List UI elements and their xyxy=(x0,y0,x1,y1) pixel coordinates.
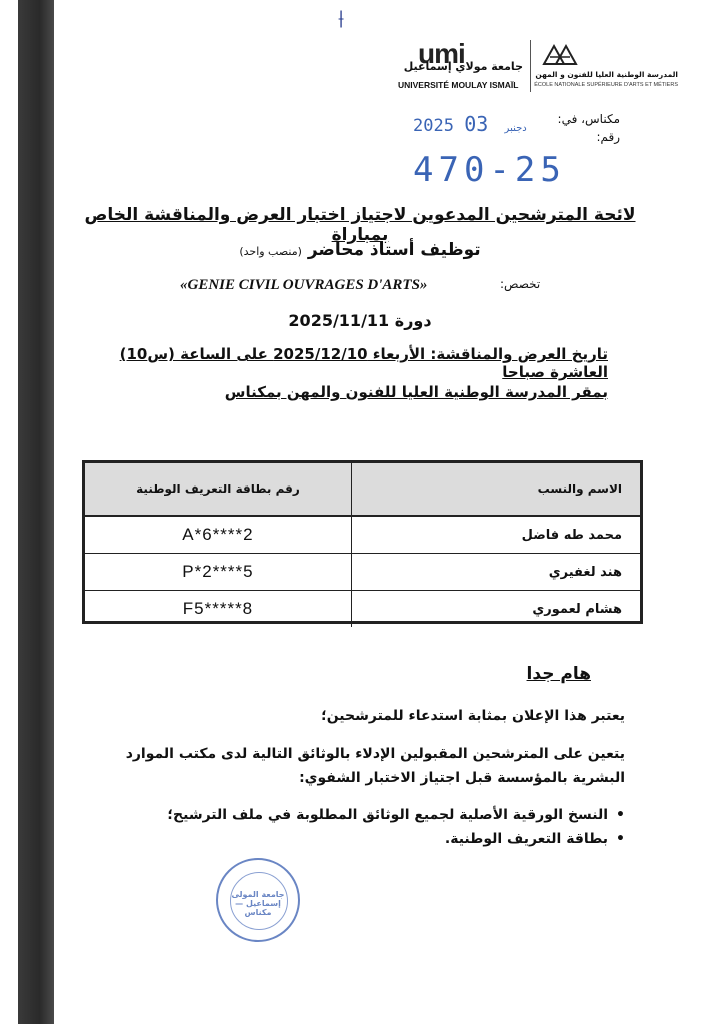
handwritten-mark: ⟊ xyxy=(338,5,345,33)
date-year: 2025 xyxy=(413,116,454,136)
specialty-label: تخصص: xyxy=(500,277,541,291)
table-row xyxy=(85,516,640,554)
school-logo xyxy=(536,40,678,95)
school-name-ar: المدرسة الوطنية العليا للفنون و المهن xyxy=(535,70,678,79)
exam-date-text: تاريخ العرض والمناقشة: الأربعاء 2025/12/10 على الساعة (س10) العاشرة صباحا xyxy=(119,345,608,381)
logo-divider xyxy=(530,40,531,92)
list-item: • بطاقة التعريف الوطنية. xyxy=(85,827,625,851)
university-name-ar: جامعة مولاي إسماعيل xyxy=(403,60,523,73)
candidate-id: A*6****2 xyxy=(85,516,351,554)
scan-margin-bar xyxy=(18,0,54,1024)
list-item: • النسخ الورقية الأصلية لجميع الوثائق المطلوبة في ملف الترشيح؛ xyxy=(85,803,625,827)
document-subtitle xyxy=(60,240,660,260)
candidate-name: هشام لعموري xyxy=(351,591,640,628)
seal-text: جامعة المولى إسماعيل — مكناس xyxy=(231,890,285,917)
document-title: لائحة المترشحين المدعوين لاجتياز اختبار العرض والمناقشة الخاص بمباراة xyxy=(84,205,636,245)
exam-location: بمقر المدرسة الوطنية العليا للفنون والمهن بمكناس xyxy=(224,383,608,401)
table-row xyxy=(85,591,640,628)
column-header-name: الاسم والنسب xyxy=(351,463,640,516)
candidate-name: محمد طه فاضل xyxy=(351,516,640,554)
candidate-id: P*2****5 xyxy=(85,554,351,591)
candidates-table-grid xyxy=(85,463,640,627)
session-date: دورة 2025/11/11 xyxy=(288,311,432,330)
required-documents-list xyxy=(85,803,625,851)
table-header-row xyxy=(85,463,640,516)
notice-paragraph-2: يتعين على المترشحين المقبولين الإدلاء بالوثائق التالية لدى مكتب الموارد البشرية بالمؤسسة قبل اجتياز الاختبار الشفوي: xyxy=(125,746,625,786)
university-name-fr: UNIVERSITÉ MOULAY ISMAÏL xyxy=(398,80,519,90)
important-heading: هام جدا xyxy=(526,664,591,684)
place-date-label: مكناس، في: xyxy=(557,112,620,126)
column-header-id: رقم بطاقة التعريف الوطنية xyxy=(85,463,351,516)
candidate-name: هند لغفيري xyxy=(351,554,640,591)
position-count-note: (منصب واحد) xyxy=(239,245,302,258)
university-logo xyxy=(398,38,523,98)
date-stamp xyxy=(413,112,533,136)
candidate-id: F5*****8 xyxy=(85,591,351,628)
date-day: 03 xyxy=(464,112,489,136)
reference-number-stamp: 470-25 xyxy=(413,150,566,190)
ref-label: رقم: xyxy=(596,130,620,144)
school-name-fr: ÉCOLE NATIONALE SUPÉRIEURE D'ARTS ET MÉTIERS xyxy=(534,82,678,88)
table-row xyxy=(85,554,640,591)
date-month: دجنبر xyxy=(504,123,527,134)
specialty-value: «GENIE CIVIL OUVRAGES D'ARTS» xyxy=(180,277,428,293)
exam-date-line xyxy=(80,345,608,381)
position-title: توظيف أستاذ محاضر xyxy=(307,240,481,260)
candidates-table xyxy=(82,460,643,624)
university-logo-mark: umi xyxy=(418,38,465,69)
notice-paragraph-1: يعتبر هذا الإعلان بمثابة استدعاء للمترشحين؛ xyxy=(321,708,625,724)
official-seal xyxy=(216,858,300,942)
school-logo-icon xyxy=(540,40,580,66)
